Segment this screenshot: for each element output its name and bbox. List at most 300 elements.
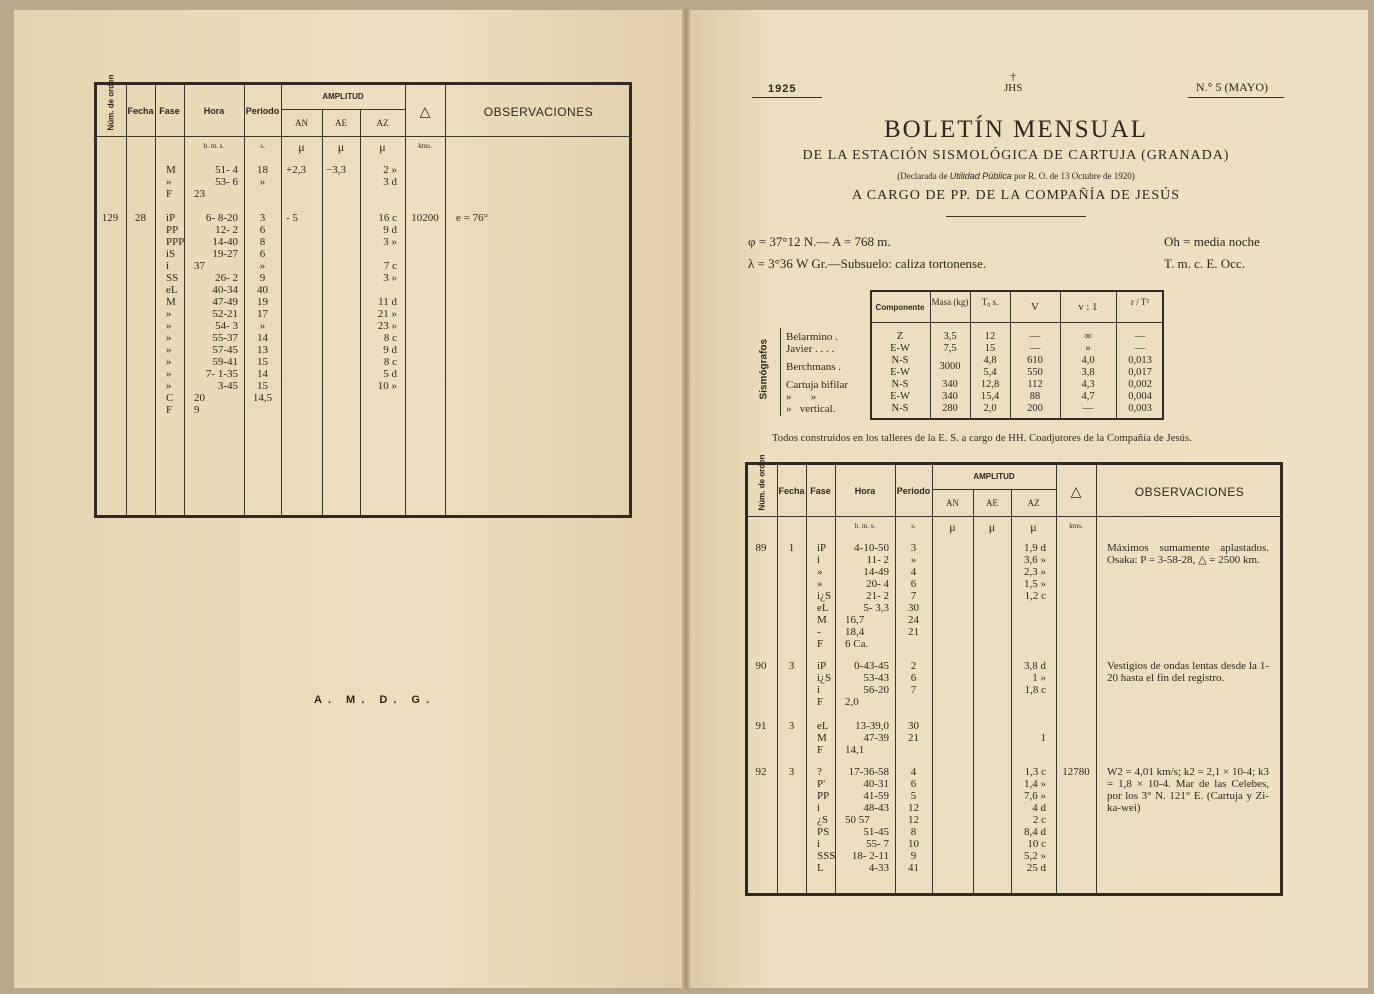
event-fase: ¿S xyxy=(817,814,828,826)
row-az: 9 d xyxy=(383,224,397,236)
event-hora: 2,0 xyxy=(845,696,859,708)
row-hora: 37 xyxy=(194,260,205,272)
row-fase: » xyxy=(166,380,172,392)
event-fase: M xyxy=(817,732,827,744)
header-az: AZ xyxy=(376,118,389,128)
row-az: 2 » xyxy=(383,164,397,176)
event-fecha: 3 xyxy=(788,720,795,732)
row-hora: 59-41 xyxy=(212,356,238,368)
unit-mu-az: μ xyxy=(1030,520,1037,534)
event-periodo: 5 xyxy=(910,790,917,802)
row-periodo: 6 xyxy=(259,248,266,260)
row-hora: 54- 3 xyxy=(215,320,238,332)
row-hora: 26- 2 xyxy=(215,272,238,284)
inst-componente: N-S xyxy=(891,355,909,366)
row-hora: 23 xyxy=(194,188,205,200)
row-hora: 7- 1-35 xyxy=(205,368,238,380)
masthead-jhs xyxy=(1004,72,1022,94)
row-az: 21 » xyxy=(377,308,397,320)
header-periodo: Periodo xyxy=(245,106,280,116)
row-periodo: 14,5 xyxy=(252,392,273,404)
header-delta: △ xyxy=(1070,485,1082,500)
header-fase: Fase xyxy=(159,106,180,116)
inst-nu: » xyxy=(1085,343,1091,354)
event-delta: 12780 xyxy=(1062,766,1090,778)
row-fase: PPP xyxy=(166,236,185,248)
coord-longitude: λ = 3°36 W Gr.—Subsuelo: caliza tortonense. xyxy=(748,256,987,271)
row-az: 9 d xyxy=(383,344,397,356)
col-divider xyxy=(806,462,807,896)
event-hora: 14-49 xyxy=(863,566,889,578)
row-az: 3 » xyxy=(383,272,397,284)
event-fase: - xyxy=(817,626,821,638)
inst-v: 112 xyxy=(1027,379,1043,390)
header-delta: △ xyxy=(419,105,431,120)
row-periodo: 8 xyxy=(259,236,266,248)
unit-mu-ae: μ xyxy=(988,520,996,534)
coord-latitude: φ = 37°12 N.— A = 768 m. xyxy=(748,234,891,249)
event-hora: 20- 4 xyxy=(866,578,889,590)
unit-kms: kms. xyxy=(1069,522,1083,530)
event-fase: F xyxy=(817,696,824,708)
row-periodo: 9 xyxy=(259,272,266,284)
masthead-year: 1925 xyxy=(768,83,797,95)
event-observaciones: Máximos sumamente aplastados. Osaka: P = 3-58-28, △ = 2500 km. xyxy=(1107,542,1269,566)
unit-mu-an: μ xyxy=(298,140,305,154)
event-periodo: 6 xyxy=(910,578,917,590)
header-observaciones: OBSERVACIONES xyxy=(483,105,594,119)
event-fecha: 1 xyxy=(788,542,795,554)
row-periodo: 40 xyxy=(257,284,268,296)
row-fase: » xyxy=(166,308,172,320)
inst-r: 0,013 xyxy=(1128,355,1152,366)
event-periodo: 9 xyxy=(910,850,917,862)
row-fase: F xyxy=(166,404,173,416)
bulletin-title: BOLETÍN MENSUAL xyxy=(883,116,1148,143)
inst-t0: 2,0 xyxy=(983,403,997,414)
inst-header-t0: T₀ s. xyxy=(981,297,999,307)
event-az: 10 c xyxy=(1027,838,1046,850)
coord-time-reference: T. m. c. E. Occ. xyxy=(1164,256,1245,271)
col-divider xyxy=(322,109,323,518)
row-az: 8 c xyxy=(383,356,397,368)
event-periodo: 4 xyxy=(910,566,917,578)
coord-time-origin: Oh = media noche xyxy=(1164,234,1260,249)
event-fase: ? xyxy=(817,766,822,778)
masthead-issue: N.° 5 (MAYO) xyxy=(1196,80,1269,94)
event-periodo: 12 xyxy=(908,802,919,814)
inst-header-componente: Componente xyxy=(875,303,925,312)
row-periodo: 6 xyxy=(259,224,266,236)
header-an: AN xyxy=(295,118,308,128)
unit-mu-an: μ xyxy=(949,520,956,534)
inst-header-nu: ν : 1 xyxy=(1078,301,1098,313)
event-hora: 40-31 xyxy=(863,778,889,790)
event-hora: 11- 2 xyxy=(866,554,889,566)
event-hora: 13-39,0 xyxy=(855,720,889,732)
event-hora: 4-10-50 xyxy=(854,542,889,554)
inst-header-v: V xyxy=(1031,301,1039,313)
row-hora: 57-45 xyxy=(212,344,238,356)
event-periodo: 4 xyxy=(910,766,917,778)
row-az: 3 d xyxy=(383,176,397,188)
row-delta: 10200 xyxy=(411,212,439,224)
inst-t0: 15,4 xyxy=(980,391,1000,402)
inst-t0: 15 xyxy=(984,343,996,354)
row-hora: 14-40 xyxy=(212,236,238,248)
row-an: - 5 xyxy=(286,212,298,224)
event-az: 1 » xyxy=(1032,672,1046,684)
event-periodo: 24 xyxy=(908,614,919,626)
masthead-divider xyxy=(946,216,1086,217)
row-fase: » xyxy=(166,332,172,344)
row-az: 16 c xyxy=(378,212,397,224)
row-hora: 6- 8-20 xyxy=(205,212,238,224)
cross-icon: † xyxy=(1010,71,1016,83)
event-fase: i xyxy=(817,684,821,696)
row-fase: » xyxy=(166,320,172,332)
event-hora: 16,7 xyxy=(845,614,865,626)
event-fase: eL xyxy=(817,720,829,732)
event-fase: P' xyxy=(817,778,826,790)
inst-masa: 340 xyxy=(942,379,958,390)
row-az: 3 » xyxy=(383,236,397,248)
event-periodo: 2 xyxy=(910,660,917,672)
row-hora: 55-37 xyxy=(212,332,238,344)
event-az: 1 xyxy=(1040,732,1046,744)
event-periodo: 12 xyxy=(908,814,919,826)
event-hora: 51-45 xyxy=(863,826,889,838)
inst-r: 0,017 xyxy=(1128,367,1152,378)
row-an: +2,3 xyxy=(286,164,306,176)
event-observaciones: Vestigios de ondas lentas desde la 1-20 hasta el fin del registro. xyxy=(1107,660,1269,684)
inst-nu: 4,0 xyxy=(1081,355,1095,366)
event-periodo: 21 xyxy=(908,626,919,638)
inst-header-r: r / T² xyxy=(1130,297,1150,307)
event-periodo: 3 xyxy=(910,542,917,554)
masthead-rule-left xyxy=(752,97,822,98)
event-az: 1,9 d xyxy=(1024,542,1046,554)
col-divider xyxy=(1096,462,1097,896)
header-fecha: Fecha xyxy=(127,106,154,116)
row-az: 23 » xyxy=(377,320,397,332)
row-periodo: 14 xyxy=(257,368,268,380)
row-hora: 40-34 xyxy=(212,284,238,296)
event-periodo: 7 xyxy=(910,590,917,602)
event-hora: 18,4 xyxy=(845,626,865,638)
event-periodo: 6 xyxy=(910,672,917,684)
inst-name: Belarmino . xyxy=(786,331,838,343)
event-az: 3,6 » xyxy=(1024,554,1046,566)
inst-v: 610 xyxy=(1027,355,1043,366)
decl-post: por R. O. de 13 Octubre de 1920) xyxy=(1014,171,1135,181)
event-az: 1,4 » xyxy=(1024,778,1046,790)
bulletin-declaration xyxy=(760,171,1272,181)
event-fase: i xyxy=(817,838,821,850)
unit-s: s. xyxy=(911,522,916,530)
header-ae: AE xyxy=(335,118,347,128)
event-fase: i xyxy=(817,554,821,566)
row-fase: M xyxy=(166,164,176,176)
event-fecha: 3 xyxy=(788,660,795,672)
row-hora: 9 xyxy=(194,404,200,416)
bulletin-subtitle: DE LA ESTACIÓN SISMOLÓGICA DE CARTUJA (GRANADA) xyxy=(802,148,1230,163)
inst-r: — xyxy=(1134,331,1146,342)
inst-name: Berchmans . xyxy=(786,361,841,373)
header-az: AZ xyxy=(1027,498,1040,508)
header-divider xyxy=(94,136,632,137)
event-fase: PS xyxy=(817,826,830,838)
event-fase: i¿S xyxy=(817,672,832,684)
event-periodo: » xyxy=(910,554,917,566)
event-hora: 6 Ca. xyxy=(845,638,869,650)
event-hora: 50 57 xyxy=(845,814,870,826)
event-fase: SSS xyxy=(817,850,836,862)
jhs-monogram: JHS xyxy=(1004,82,1023,94)
row-fase: C xyxy=(166,392,174,404)
inst-nu: 3,8 xyxy=(1081,367,1095,378)
row-fase: iS xyxy=(166,248,176,260)
event-hora: 53-43 xyxy=(863,672,889,684)
page-gutter xyxy=(682,8,690,990)
row-periodo: » xyxy=(259,176,266,188)
row-fase: i xyxy=(166,260,170,272)
row-fase: eL xyxy=(166,284,178,296)
bulletin-cargo: A CARGO DE PP. DE LA COMPAÑÍA DE JESÚS xyxy=(851,188,1181,203)
header-num: Núm. de orden xyxy=(106,74,116,131)
row-periodo: 18 xyxy=(257,164,268,176)
row-hora: 47-49 xyxy=(212,296,238,308)
event-periodo: 8 xyxy=(910,826,917,838)
event-periodo: 6 xyxy=(910,778,917,790)
inst-v: 200 xyxy=(1027,403,1043,414)
inst-v: — xyxy=(1029,331,1041,342)
unit-kms: kms. xyxy=(418,142,432,150)
event-hora: 18- 2-11 xyxy=(851,850,889,862)
inst-masa: 7,5 xyxy=(943,343,957,354)
event-fase: M xyxy=(817,614,827,626)
inst-nu: ∞ xyxy=(1084,331,1092,342)
event-fase: i¿S xyxy=(817,590,832,602)
row-az: 8 c xyxy=(383,332,397,344)
event-hora: 48-43 xyxy=(863,802,889,814)
event-az: 1,5 » xyxy=(1024,578,1046,590)
inst-componente: N-S xyxy=(891,379,909,390)
event-hora: 21- 2 xyxy=(866,590,889,602)
row-fase: F xyxy=(166,188,173,200)
event-fase: F xyxy=(817,744,824,756)
event-az: 2,3 » xyxy=(1024,566,1046,578)
inst-v: 550 xyxy=(1027,367,1043,378)
event-num: 90 xyxy=(755,660,767,672)
row-az: 10 » xyxy=(377,380,397,392)
masthead-rule-right xyxy=(1188,97,1284,98)
inst-nu: 4,3 xyxy=(1081,379,1095,390)
row-periodo: 15 xyxy=(257,380,268,392)
inst-masa: 3000 xyxy=(939,361,961,372)
col-divider xyxy=(777,462,778,896)
header-fecha: Fecha xyxy=(778,486,805,496)
unit-s: s. xyxy=(260,142,265,150)
header-hora: Hora xyxy=(203,106,225,116)
event-fase: » xyxy=(817,566,823,578)
header-fase: Fase xyxy=(810,486,831,496)
inst-header-masa: Masa (kg) xyxy=(931,297,969,307)
event-num: 91 xyxy=(755,720,767,732)
row-periodo: 15 xyxy=(257,356,268,368)
inst-r: 0,004 xyxy=(1128,391,1152,402)
event-hora: 47-39 xyxy=(863,732,889,744)
row-hora: 20 xyxy=(194,392,205,404)
event-periodo: 30 xyxy=(908,720,919,732)
event-hora: 0-43-45 xyxy=(854,660,889,672)
inst-componente: Z xyxy=(896,331,904,342)
inst-componente: E-W xyxy=(890,343,910,354)
header-amplitud: AMPLITUD xyxy=(322,92,364,101)
header-num: Núm. de orden xyxy=(757,454,767,511)
col-divider xyxy=(973,489,974,896)
amplitud-divider xyxy=(932,489,1056,490)
unit-hms: h. m. s. xyxy=(203,142,225,150)
row-hora: 12- 2 xyxy=(215,224,238,236)
row-num: 129 xyxy=(101,212,119,224)
decl-pre: (Declarada de xyxy=(897,171,948,181)
row-periodo: 3 xyxy=(259,212,266,224)
event-fase: eL xyxy=(817,602,829,614)
row-ae: −3,3 xyxy=(326,164,346,176)
row-hora: 53- 6 xyxy=(215,176,238,188)
event-hora: 17-36-58 xyxy=(848,766,889,778)
inst-header-divider xyxy=(870,322,1164,323)
header-observaciones: OBSERVACIONES xyxy=(1134,485,1245,499)
header-ae: AE xyxy=(986,498,998,508)
row-fase: » xyxy=(166,176,172,188)
event-az: 5,2 » xyxy=(1024,850,1046,862)
event-hora: 14,1 xyxy=(845,744,865,756)
event-az: 1,8 c xyxy=(1024,684,1046,696)
event-num: 89 xyxy=(755,542,767,554)
inst-componente: E-W xyxy=(890,367,910,378)
header-periodo: Periodo xyxy=(896,486,931,496)
event-periodo: 41 xyxy=(908,862,919,874)
row-fase: » xyxy=(166,368,172,380)
inst-r: 0,003 xyxy=(1128,403,1152,414)
row-az: 5 d xyxy=(383,368,397,380)
inst-r: 0,002 xyxy=(1128,379,1152,390)
row-fase: PP xyxy=(166,224,179,236)
inst-name: Javier . . . . xyxy=(786,343,835,355)
row-fase: iP xyxy=(166,212,176,224)
row-fase: » xyxy=(166,344,172,356)
unit-mu-az: μ xyxy=(379,140,386,154)
inst-masa: 280 xyxy=(942,403,958,414)
inst-masa: 340 xyxy=(942,391,958,402)
inst-nu: — xyxy=(1082,403,1094,414)
event-observaciones: W2 = 4,01 km/s; k2 = 2,1 × 10-4; k3 = 1,8 × 10-4. Mar de las Celebes, por los 3° N. 121° E. (Cartuja y Zi-ka-wei) xyxy=(1107,766,1269,814)
inst-r: — xyxy=(1134,343,1146,354)
event-az: 1,3 c xyxy=(1024,766,1046,778)
unit-hms: h. m. s. xyxy=(854,522,876,530)
col-divider xyxy=(126,82,127,518)
event-az: 1,2 c xyxy=(1024,590,1046,602)
event-periodo: 7 xyxy=(910,684,917,696)
decl-emphasis: Utilidad Pública xyxy=(949,171,1012,181)
inst-v: — xyxy=(1029,343,1041,354)
row-fecha: 28 xyxy=(135,212,146,224)
seismographs-brace xyxy=(780,328,781,416)
event-periodo: 21 xyxy=(908,732,919,744)
row-az: 11 d xyxy=(378,296,397,308)
event-hora: 56-20 xyxy=(863,684,889,696)
amplitud-divider xyxy=(281,109,405,110)
event-fase: PP xyxy=(817,790,830,802)
inst-name: » vertical. xyxy=(786,403,836,415)
inst-nu: 4,7 xyxy=(1081,391,1095,402)
row-fase: M xyxy=(166,296,176,308)
event-az: 3,8 d xyxy=(1024,660,1046,672)
event-periodo: 10 xyxy=(908,838,919,850)
event-hora: 55- 7 xyxy=(866,838,889,850)
event-fase: L xyxy=(817,862,824,874)
row-periodo: 17 xyxy=(257,308,268,320)
seismographs-label: Sismógrafos xyxy=(758,338,770,400)
row-az: 7 c xyxy=(383,260,397,272)
inst-t0: 12,8 xyxy=(980,379,1000,390)
event-az: 7,6 » xyxy=(1024,790,1046,802)
header-hora: Hora xyxy=(854,486,876,496)
col-divider xyxy=(445,82,446,518)
header-an: AN xyxy=(946,498,959,508)
event-fase: iP xyxy=(817,660,827,672)
event-periodo: 30 xyxy=(908,602,919,614)
row-hora: 52-21 xyxy=(212,308,238,320)
event-num: 92 xyxy=(755,766,767,778)
event-hora: 4-33 xyxy=(868,862,889,874)
row-periodo: » xyxy=(259,320,266,332)
row-periodo: » xyxy=(259,260,266,272)
row-hora: 3-45 xyxy=(217,380,238,392)
inst-componente: E-W xyxy=(890,391,910,402)
inst-t0: 12 xyxy=(984,331,996,342)
row-hora: 19-27 xyxy=(212,248,238,260)
row-fase: » xyxy=(166,356,172,368)
col-divider xyxy=(155,82,156,518)
unit-mu-ae: μ xyxy=(337,140,345,154)
row-obs: e = 76° xyxy=(456,212,488,224)
header-divider xyxy=(745,516,1283,517)
inst-name: Cartuja bifilar xyxy=(786,379,849,391)
inst-componente: N-S xyxy=(891,403,909,414)
row-hora: 51- 4 xyxy=(215,164,238,176)
event-az: 2 c xyxy=(1032,814,1046,826)
event-fase: iP xyxy=(817,542,827,554)
inst-t0: 5,4 xyxy=(983,367,997,378)
row-periodo: 19 xyxy=(257,296,268,308)
event-az: 25 d xyxy=(1026,862,1046,874)
row-periodo: 13 xyxy=(257,344,268,356)
event-fase: F xyxy=(817,638,824,650)
event-hora: 5- 3,3 xyxy=(863,602,889,614)
header-amplitud: AMPLITUD xyxy=(973,472,1015,481)
row-fase: SS xyxy=(166,272,179,284)
event-fase: » xyxy=(817,578,823,590)
inst-v: 88 xyxy=(1029,391,1041,402)
event-fase: i xyxy=(817,802,821,814)
inst-t0: 4,8 xyxy=(983,355,997,366)
event-fecha: 3 xyxy=(788,766,795,778)
event-hora: 41-59 xyxy=(863,790,889,802)
construction-note: Todos construídos en los talleres de la E. S. a cargo de HH. Coadjutores de la Compañía de Jesús. xyxy=(772,433,1192,444)
